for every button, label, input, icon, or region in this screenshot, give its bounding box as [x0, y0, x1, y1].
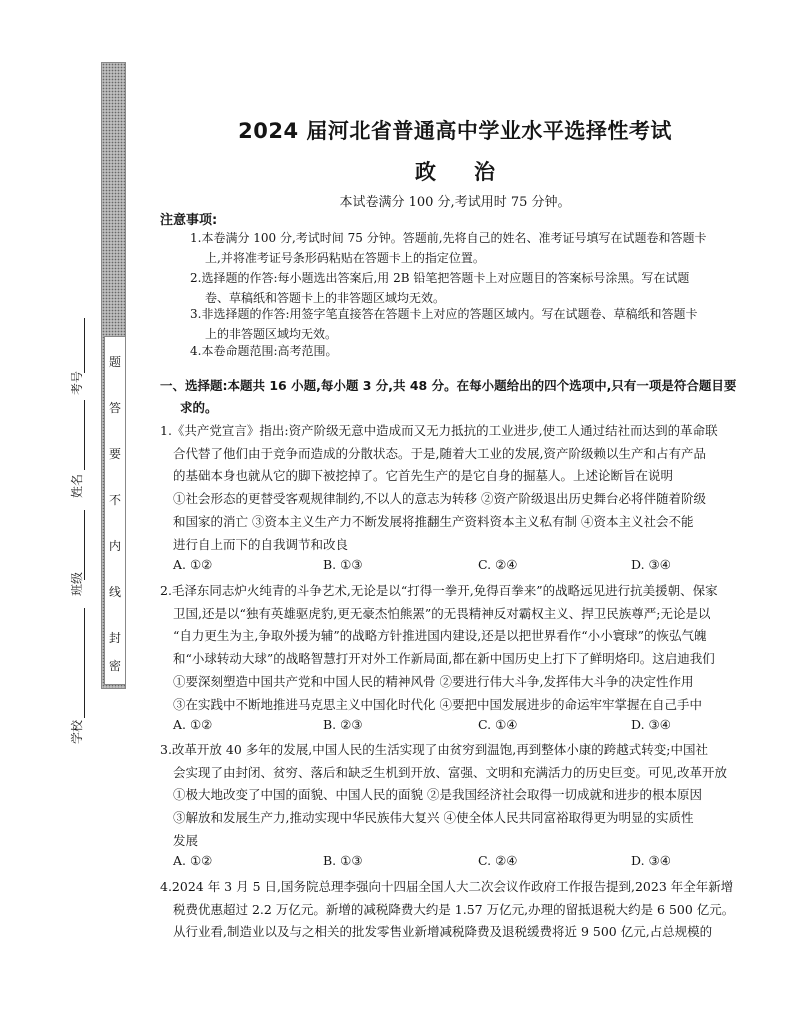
class-field-line [84, 510, 85, 580]
seal-char: 答 [108, 401, 121, 415]
school-field-label: 学校 [70, 719, 84, 744]
note-line: 上的非答题区域均无效。 [205, 327, 338, 341]
question-line: 税费优惠超过 2.2 万亿元。新增的减税降费大约是 1.57 万亿元,办理的留抵退税大约是 6 500 亿元。 [173, 901, 735, 917]
name-field-label: 姓名 [70, 473, 84, 498]
note-item [190, 228, 770, 268]
question-line: 和“小球转动大球”的战略智慧打开对外工作新局面,都在新中国历史上打下了鲜明烙印。这启迪我们 [173, 651, 715, 667]
question-line: 发展 [173, 832, 199, 848]
question-line: ①极大地改变了中国的面貌、中国人民的面貌 ②是我国经济社会取得一切成就和进步的根本原因 [173, 787, 702, 803]
question-line: 卫国,还是以“独有英雄驱虎豹,更无豪杰怕熊罴”的无畏精神反对霸权主义、捍卫民族尊严;无论是以 [173, 605, 711, 621]
choice-d[interactable]: D. ③④ [631, 717, 671, 732]
note-line: 3.非选择题的作答:用签字笔直接答在答题卡上对应的答题区域内。写在试题卷、草稿纸和答题卡 [190, 307, 698, 321]
note-line: 1.本卷满分 100 分,考试时间 75 分钟。答题前,先将自己的姓名、准考证号填写在试题卷和答题卡 [190, 231, 707, 245]
section-line: 一、选择题:本题共 16 小题,每小题 3 分,共 48 分。在每小题给出的四个选项中,只有一项是符合题目要 [160, 378, 737, 393]
question-line: 合代替了他们由于竞争而造成的分散状态。于是,随着大工业的发展,资产阶级赖以生产和占有产品 [173, 445, 706, 461]
seal-char: 要 [108, 447, 121, 461]
choice-b[interactable]: B. ②③ [323, 717, 363, 732]
note-item [190, 304, 770, 344]
note-line: 2.选择题的作答:每小题选出答案后,用 2B 铅笔把答题卡上对应题目的答案标号涂黑。写在试题 [190, 271, 690, 285]
choice-b[interactable]: B. ①③ [323, 557, 363, 572]
note-line: 卷、草稿纸和答题卡上的非答题区域均无效。 [205, 291, 446, 305]
question-2 [160, 580, 765, 716]
choice-c[interactable]: C. ②④ [478, 853, 518, 868]
note-item [190, 341, 770, 361]
school-field-line [84, 608, 85, 718]
question-4 [160, 876, 765, 944]
exam-number-field-label: 考号 [70, 370, 84, 395]
choice-c[interactable]: C. ①④ [478, 717, 518, 732]
question-line: 和国家的消亡 ③资本主义生产力不断发展将推翻生产资料资本主义私有制 ④资本主义社会不能 [173, 513, 694, 529]
seal-char: 线 [108, 585, 121, 599]
name-field-line [84, 400, 85, 470]
exam-subject: 政治 [415, 160, 533, 184]
question-line: ③解放和发展生产力,推动实现中华民族伟大复兴 ④使全体人民共同富裕取得更为明显的实质性 [173, 810, 694, 826]
question-line: 从行业看,制造业以及与之相关的批发零售业新增减税降费及退税缓费将近 9 500 亿元,占总规模的 [173, 924, 713, 940]
question-line: “自力更生为主,争取外援为辅”的战略方针推进国内建设,还是以把世界看作“小小寰球”的恢弘气魄 [173, 628, 707, 644]
seal-char: 密 [108, 659, 121, 673]
exam-number-field-line [84, 318, 85, 373]
question-3-choices [173, 853, 763, 875]
choice-d[interactable]: D. ③④ [631, 557, 671, 572]
seal-line-box [104, 336, 126, 685]
exam-meta: 本试卷满分 100 分,考试用时 75 分钟。 [339, 195, 571, 210]
question-3 [160, 739, 765, 853]
section-line: 求的。 [180, 400, 218, 415]
choice-a[interactable]: A. ①② [173, 717, 213, 732]
choice-b[interactable]: B. ①③ [323, 853, 363, 868]
question-line: ①社会形态的更替受客观规律制约,不以人的意志为转移 ②资产阶级退出历史舞台必将伴随着阶级 [173, 491, 706, 507]
seal-char: 题 [108, 355, 121, 369]
question-1-choices [173, 557, 763, 579]
note-line: 上,并将准考证号条形码粘贴在答题卡上的指定位置。 [205, 251, 485, 265]
question-line: 4.2024 年 3 月 5 日,国务院总理李强向十四届全国人大二次会议作政府工作报告提到,2023 年全年新增 [160, 879, 734, 894]
choice-a[interactable]: A. ①② [173, 853, 213, 868]
seal-char: 封 [108, 631, 121, 645]
seal-char: 不 [108, 493, 121, 507]
question-line: 2.毛泽东同志炉火纯青的斗争艺术,无论是以“打得一拳开,免得百拳来”的战略远见进行抗美援朝、保家 [160, 583, 718, 598]
choice-d[interactable]: D. ③④ [631, 853, 671, 868]
question-line: 的基础本身也就从它的脚下被挖掉了。它首先生产的是它自身的掘墓人。上述论断旨在说明 [173, 468, 674, 484]
section-heading [160, 375, 760, 419]
choice-c[interactable]: C. ②④ [478, 557, 518, 572]
note-line: 4.本卷命题范围:高考范围。 [190, 344, 338, 358]
question-line: ③在实践中不断地推进马克思主义中国化时代化 ④要把中国发展进步的命运牢牢掌握在自己手中 [173, 696, 702, 712]
choice-a[interactable]: A. ①② [173, 557, 213, 572]
class-field-label: 班级 [70, 571, 84, 596]
notes-heading: 注意事项: [160, 213, 218, 228]
question-line: ①要深刻塑造中国共产党和中国人民的精神风骨 ②要进行伟大斗争,发挥伟大斗争的决定性作用 [173, 673, 694, 689]
question-line: 会实现了由封闭、贫穷、落后和缺乏生机到开放、富强、文明和充满活力的历史巨变。可见,改革开放 [173, 764, 727, 780]
note-item [190, 268, 770, 308]
question-2-choices [173, 717, 763, 739]
question-line: 1.《共产党宣言》指出:资产阶级无意中造成而又无力抵抗的工业进步,使工人通过结社而达到的革命联 [160, 423, 718, 438]
seal-char: 内 [108, 539, 121, 553]
exam-title: 2024 届河北省普通高中学业水平选择性考试 [238, 119, 672, 143]
question-line: 进行自上而下的自我调节和改良 [173, 536, 349, 552]
question-line: 3.改革开放 40 多年的发展,中国人民的生活实现了由贫穷到温饱,再到整体小康的跨越式转变;中国社 [160, 742, 708, 757]
question-1 [160, 420, 765, 556]
